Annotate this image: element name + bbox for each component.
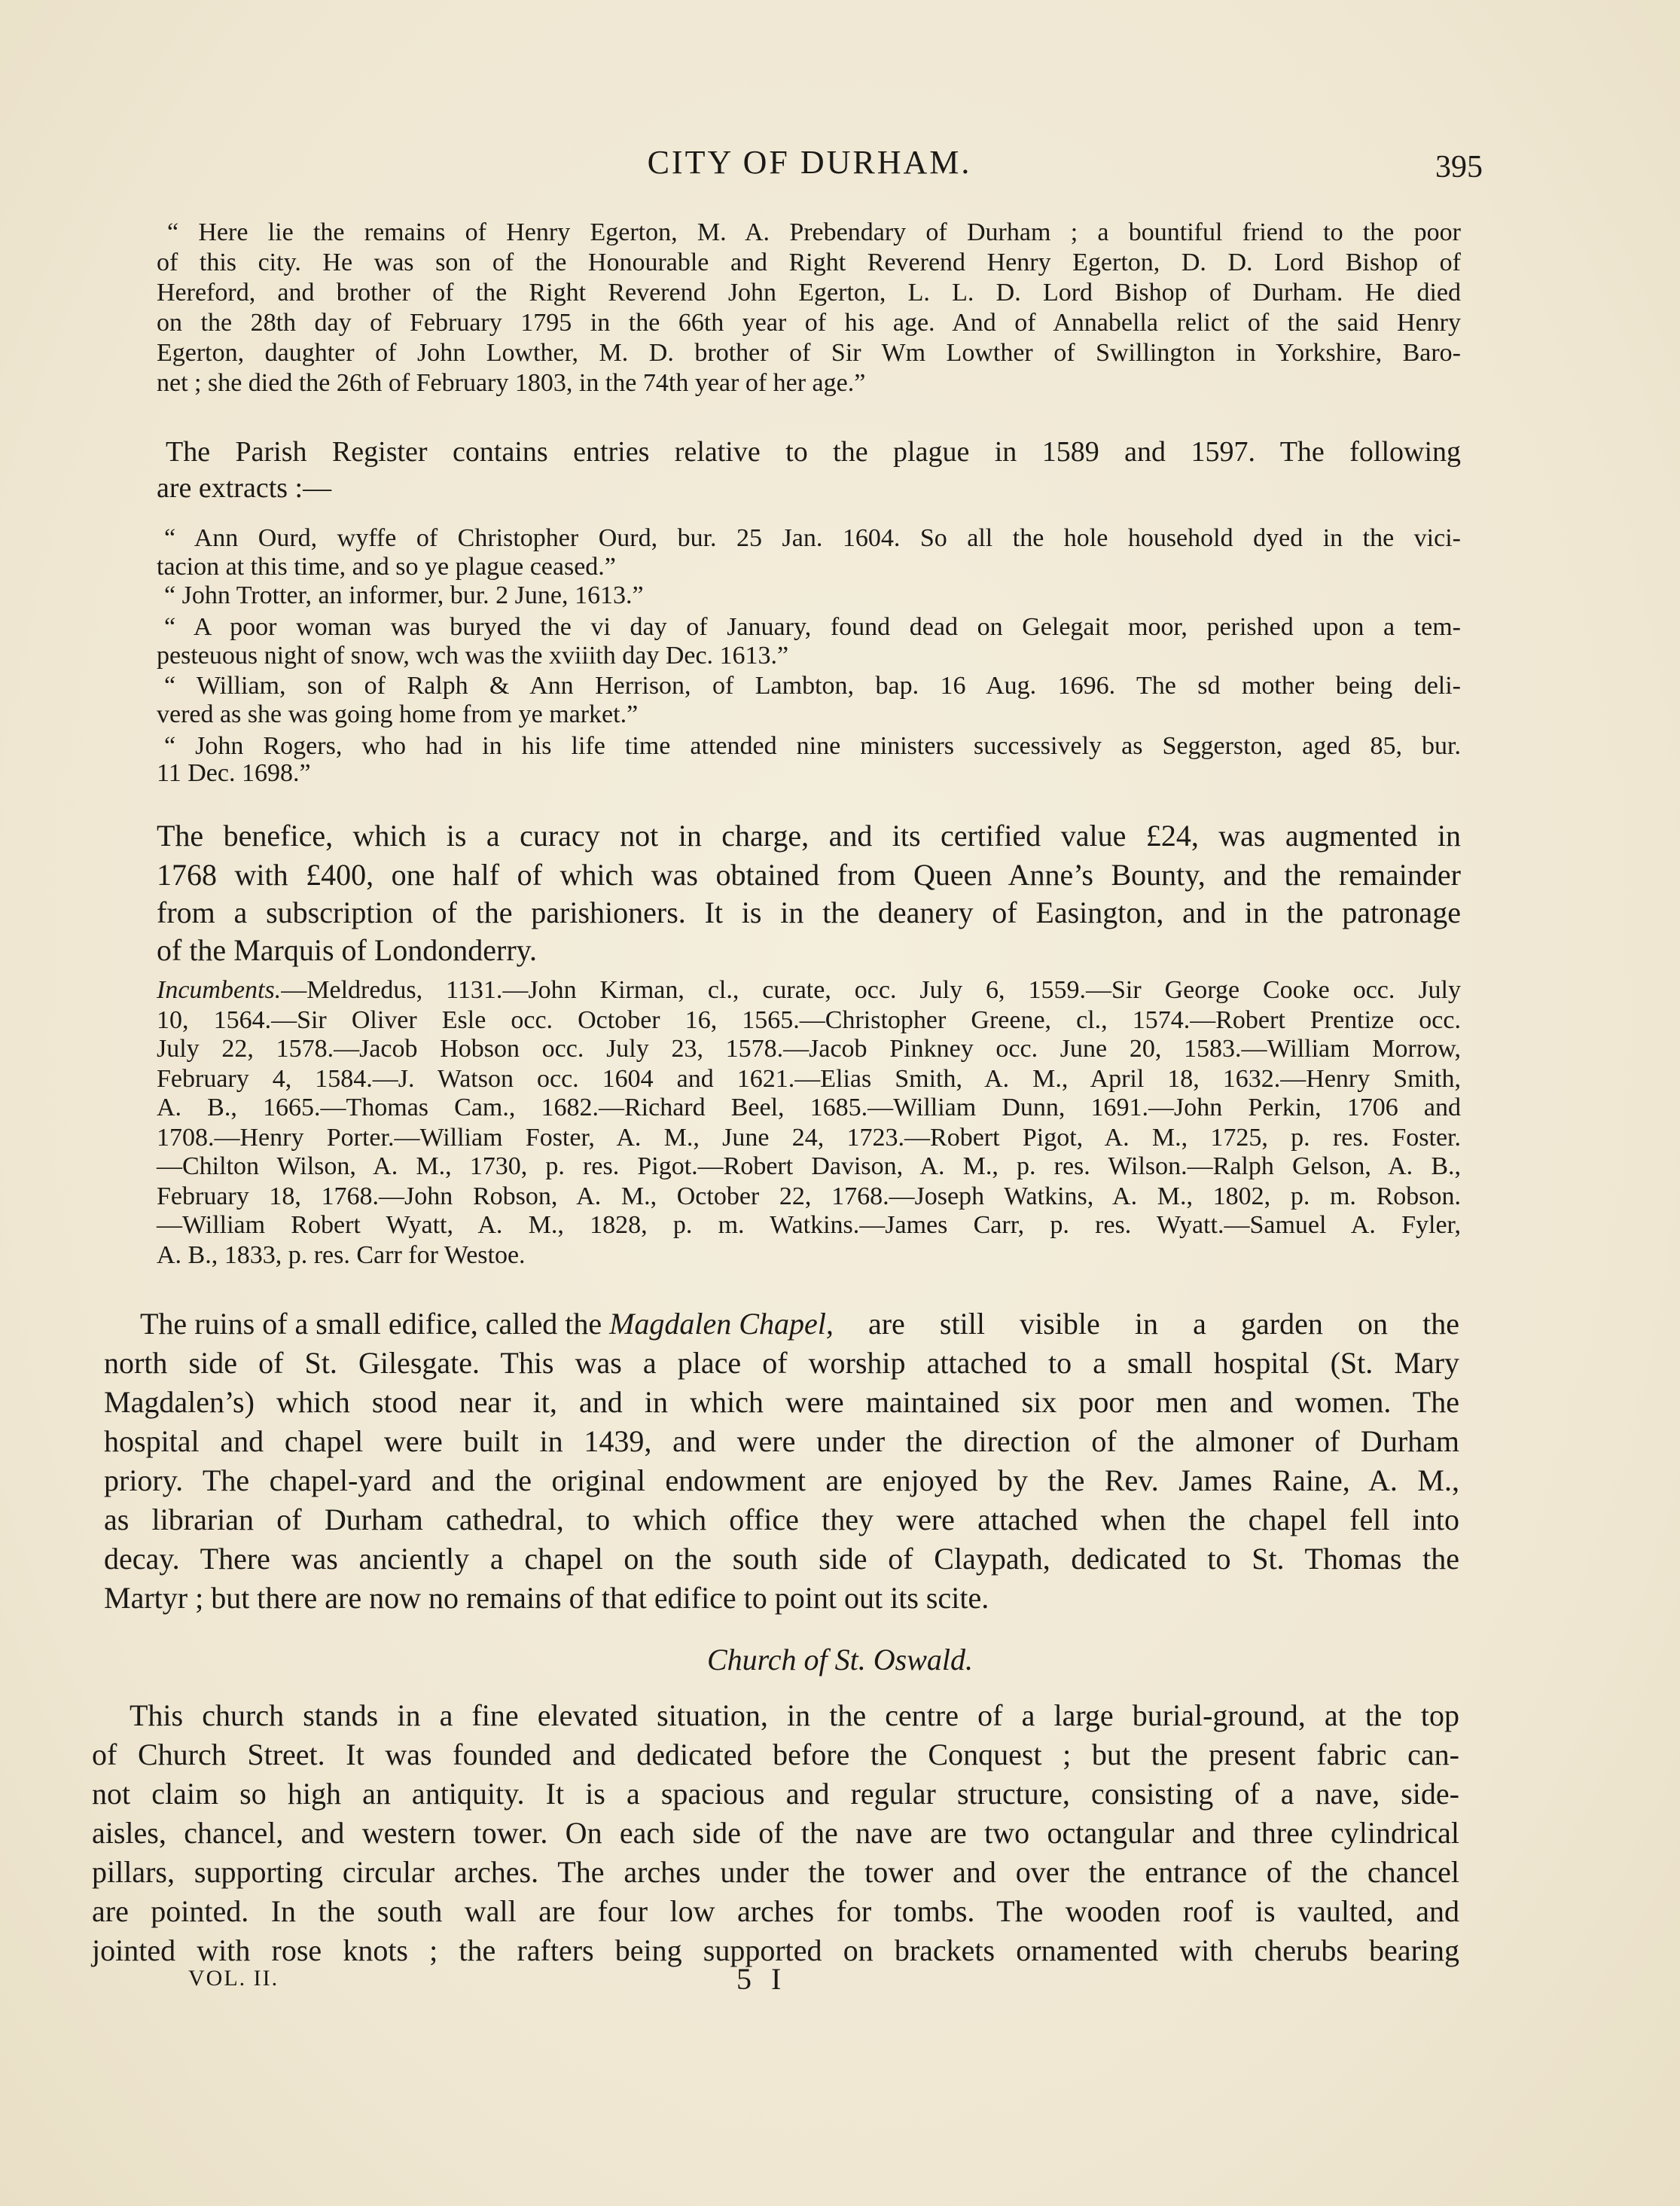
epitaph-line: Hereford, and brother of the Right Reverend John Egerton, L. L. D. Lord Bishop of Durham. He died (157, 279, 1461, 307)
incumbents-line: A. B., 1833, p. res. Carr for Westoe. (157, 1241, 526, 1269)
volume-label: VOL. II. (188, 1966, 279, 1991)
oswald-line: not claim so high an antiquity. It is a spacious and regular structure, consisting of a nave, side- (92, 1777, 1459, 1811)
page-number: 395 (1435, 150, 1483, 185)
oswald-line: pillars, supporting circular arches. The arches under the tower and over the entrance of the chancel (92, 1855, 1459, 1889)
magdalen-line: as librarian of Durham cathedral, to which office they were attached when the chapel fell into (104, 1503, 1459, 1536)
section-heading: Church of St. Oswald. (707, 1643, 973, 1677)
register-line: The Parish Register contains entries relative to the plague in 1589 and 1597. The following (166, 436, 1461, 468)
oswald-line: are pointed. In the south wall are four low arches for tombs. The wooden roof is vaulted, and (92, 1894, 1459, 1928)
page-footer (0, 1962, 1680, 2011)
incumbents-line: —Meldredus, 1131.—John Kirman, cl., curate, occ. July 6, 1559.—Sir George Cooke occ. July (281, 976, 1461, 1004)
running-header (0, 143, 1680, 188)
incumbents-line: 1708.—Henry Porter.—William Foster, A. M., June 24, 1723.—Robert Pigot, A. M., 1725, p. res. Foster. (157, 1124, 1461, 1152)
benefice-line: 1768 with £400, one half of which was obtained from Queen Anne’s Bounty, and the remainder (157, 858, 1461, 892)
incumbents-line: 10, 1564.—Sir Oliver Esle occ. October 16, 1565.—Christopher Greene, cl., 1574.—Robert Prentize occ. (157, 1006, 1461, 1034)
extract-line: pesteuous night of snow, wch was the xviiith day Dec. 1613.” (157, 642, 789, 670)
epitaph-line: on the 28th day of February 1795 in the 66th year of his age. And of Annabella relict of the said Henry (157, 309, 1461, 337)
epitaph-line: of this city. He was son of the Honourable and Right Reverend Henry Egerton, D. D. Lord Bishop of (157, 249, 1461, 276)
magdalen-line: hospital and chapel were built in 1439, and were under the direction of the almoner of Durham (104, 1424, 1459, 1458)
benefice-line: The benefice, which is a curacy not in charge, and its certified value £24, was augmented in (157, 819, 1461, 853)
oswald-line: aisles, chancel, and western tower. On each side of the nave are two octangular and three cylindrical (92, 1816, 1459, 1850)
incumbents-line: February 18, 1768.—John Robson, A. M., October 22, 1768.—Joseph Watkins, A. M., 1802, p. m. Robson. (157, 1182, 1461, 1210)
incumbents-line: A. B., 1665.—Thomas Cam., 1682.—Richard Beel, 1685.—William Dunn, 1691.—John Perkin, 1706 and (157, 1094, 1461, 1121)
incumbents-label: Incumbents. (157, 976, 282, 1004)
magdalen-line: Magdalen’s) which stood near it, and in which were maintained six poor men and women. The (104, 1385, 1459, 1419)
incumbents-line: July 22, 1578.—Jacob Hobson occ. July 23, 1578.—Jacob Pinkney occ. June 20, 1583.—William Morrow, (157, 1035, 1461, 1063)
extract-line: “ A poor woman was buryed the vi day of January, found dead on Gelegait moor, perished upon a tem- (164, 613, 1461, 641)
magdalen-line: Martyr ; but there are now no remains of that edifice to point out its scite. (104, 1581, 989, 1615)
incumbents-line: —Chilton Wilson, A. M., 1730, p. res. Pigot.—Robert Davison, A. M., p. res. Wilson.—Ralph Gelson, A. B., (157, 1152, 1461, 1180)
extract-line: “ John Trotter, an informer, bur. 2 June, 1613.” (164, 581, 644, 609)
magdalen-line: priory. The chapel-yard and the original endowment are enjoyed by the Rev. James Raine, A. M., (104, 1463, 1459, 1497)
epitaph-line: Egerton, daughter of John Lowther, M. D. brother of Sir Wm Lowther of Swillington in Yorkshire, Baro- (157, 339, 1461, 367)
benefice-line: of the Marquis of Londonderry. (157, 933, 538, 967)
signature-mark: 5 I (736, 1962, 788, 1996)
magdalen-text: The ruins of a small edifice, called the (140, 1307, 610, 1341)
oswald-line: jointed with rose knots ; the rafters being supported on brackets ornamented with cherubs bearing (92, 1933, 1459, 1967)
extract-line: “ Ann Ourd, wyffe of Christopher Ourd, bur. 25 Jan. 1604. So all the hole household dyed in the vici- (164, 524, 1461, 552)
running-title: CITY OF DURHAM. (647, 144, 972, 181)
epitaph-line: “ Here lie the remains of Henry Egerton, M. A. Prebendary of Durham ; a bountiful friend to the poor (167, 218, 1461, 246)
extract-line: 11 Dec. 1698.” (157, 759, 311, 787)
magdalen-chapel-name: Magdalen Chapel, (609, 1307, 834, 1341)
extract-line: “ John Rogers, who had in his life time attended nine ministers successively as Seggerston, aged 85, bur. (164, 732, 1461, 760)
oswald-line: of Church Street. It was founded and dedicated before the Conquest ; but the present fabric can- (92, 1738, 1459, 1771)
register-line: are extracts :— (157, 472, 332, 504)
incumbents-line: —William Robert Wyatt, A. M., 1828, p. m. Watkins.—James Carr, p. res. Wyatt.—Samuel A. Fyler, (157, 1211, 1461, 1239)
magdalen-first-line (140, 1306, 1459, 1341)
benefice-line: from a subscription of the parishioners. It is in the deanery of Easington, and in the patronage (157, 896, 1461, 929)
oswald-line: This church stands in a fine elevated situation, in the centre of a large burial-ground, at the top (130, 1698, 1459, 1732)
extract-line: tacion at this time, and so ye plague ceased.” (157, 553, 616, 581)
epitaph-line: net ; she died the 26th of February 1803, in the 74th year of her age.” (157, 369, 866, 397)
incumbents-line: February 4, 1584.—J. Watson occ. 1604 and 1621.—Elias Smith, A. M., April 18, 1632.—Henry Smith, (157, 1065, 1461, 1093)
incumbents-first-line (157, 976, 1461, 1005)
extract-line: “ William, son of Ralph & Ann Herrison, of Lambton, bap. 16 Aug. 1696. The sd mother being deli- (164, 672, 1461, 700)
magdalen-line: north side of St. Gilesgate. This was a place of worship attached to a small hospital (St. Mary (104, 1346, 1459, 1380)
extract-line: vered as she was going home from ye market.” (157, 700, 639, 728)
magdalen-text: are still visible in a garden on the (833, 1307, 1459, 1341)
magdalen-line: decay. There was anciently a chapel on the south side of Claypath, dedicated to St. Thomas the (104, 1542, 1459, 1576)
